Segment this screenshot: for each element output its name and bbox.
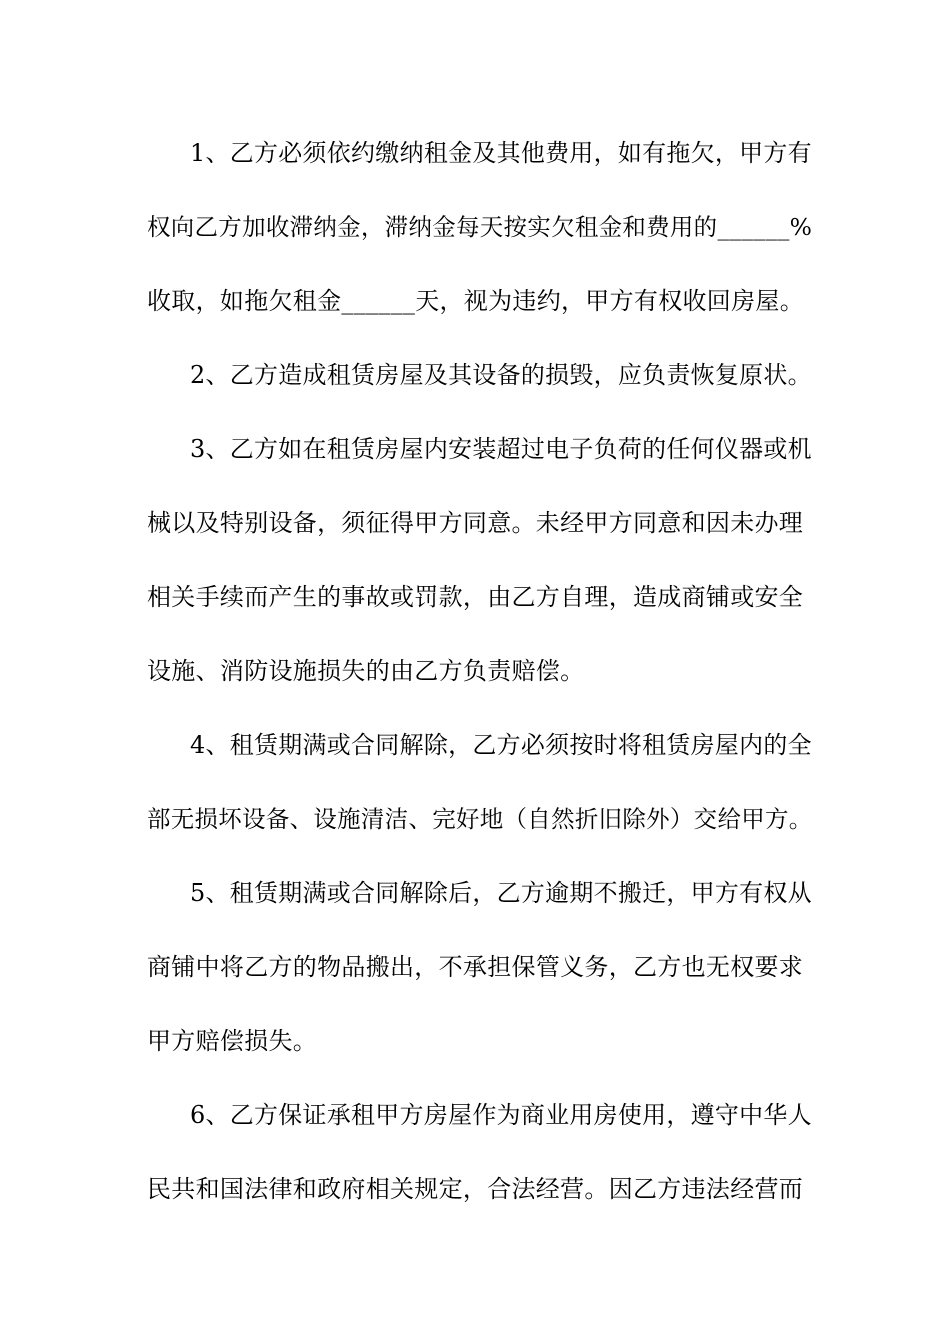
text-line-3: 收取，如拖欠租金______天，视为违约，甲方有权收回房屋。 — [147, 287, 804, 315]
text-line-8: 设施、消防设施损失的由乙方负责赔偿。 — [147, 657, 585, 685]
text-line-6: 械以及特别设备，须征得甲方同意。未经甲方同意和因未办理 — [147, 509, 804, 537]
text-line-12: 商铺中将乙方的物品搬出，不承担保管义务，乙方也无权要求 — [147, 953, 804, 981]
text-line-11: 5、租赁期满或合同解除后，乙方逾期不搬迁，甲方有权从 — [190, 879, 812, 907]
text-line-4: 2、乙方造成租赁房屋及其设备的损毁，应负责恢复原状。 — [190, 361, 812, 389]
text-line-10: 部无损坏设备、设施清洁、完好地（自然折旧除外）交给甲方。 — [147, 805, 813, 833]
text-line-7: 相关手续而产生的事故或罚款，由乙方自理，造成商铺或安全 — [147, 583, 804, 611]
text-line-14: 6、乙方保证承租甲方房屋作为商业用房使用，遵守中华人 — [190, 1101, 812, 1129]
text-line-2: 权向乙方加收滞纳金，滞纳金每天按实欠租金和费用的______% — [147, 213, 813, 241]
text-line-15: 民共和国法律和政府相关规定，合法经营。因乙方违法经营而 — [147, 1175, 804, 1203]
text-line-5: 3、乙方如在租赁房屋内安装超过电子负荷的任何仪器或机 — [190, 435, 812, 463]
text-line-13: 甲方赔偿损失。 — [147, 1027, 318, 1055]
text-line-9: 4、租赁期满或合同解除，乙方必须按时将租赁房屋内的全 — [190, 731, 812, 759]
text-line-1: 1、乙方必须依约缴纳租金及其他费用，如有拖欠，甲方有 — [190, 139, 812, 167]
